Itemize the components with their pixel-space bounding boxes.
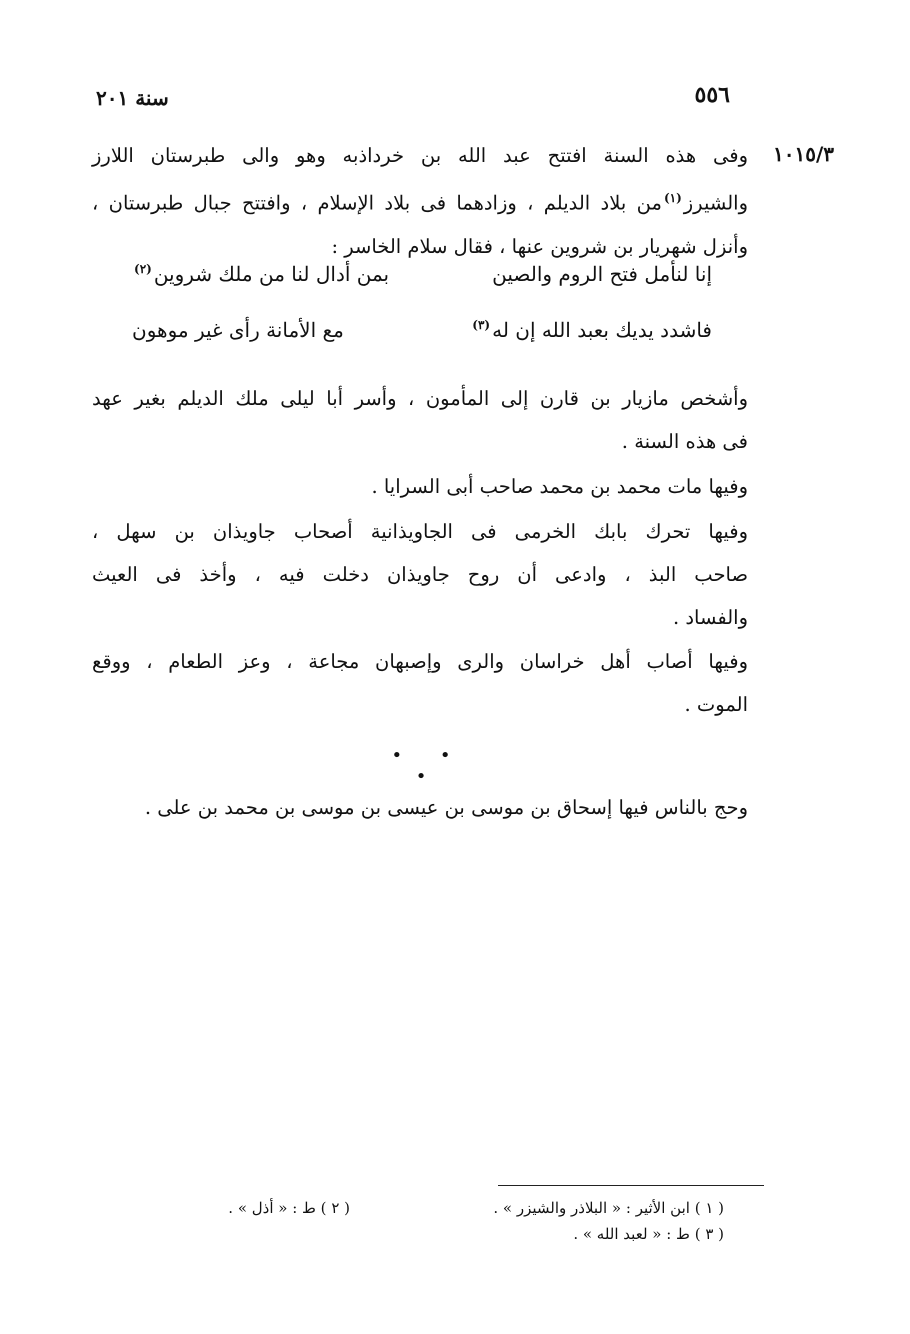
text-line: وحج بالناس فيها إسحاق بن موسى بن عيسى بن موسى بن محمد بن على . [144, 796, 748, 819]
footnote-1: ( ١ ) ابن الأثير : « البلاذر والشيزر » . [493, 1199, 724, 1217]
text-line: صاحب البذ ، وادعى أن روح جاويذان دخلت فيه ، وأخذ فى العيث [92, 563, 748, 586]
footnote-rule [498, 1185, 764, 1186]
text-line [92, 177, 748, 225]
verse-line [132, 318, 712, 358]
running-head: سنة ٢٠١ [96, 86, 169, 110]
text-fragment: فاشدد يديك بعبد الله إن له [492, 318, 712, 342]
text-line: وأشخص مازيار بن قارن إلى المأمون ، وأسر أبا ليلى ملك الديلم بغير عهد [92, 387, 748, 410]
paragraph-pilgrimage [92, 786, 748, 829]
paragraph-death [92, 465, 748, 508]
footnote-marker: (٣) [472, 318, 491, 333]
text-line: والفساد . [672, 606, 748, 629]
text-line: وفيها أصاب أهل خراسان والرى وإصبهان مجاعة ، وعز الطعام ، ووقع [92, 650, 748, 673]
footnote-2: ( ٢ ) ط : « أذل » . [228, 1199, 350, 1217]
section-separator: • • • [391, 745, 467, 787]
text-fragment: من بلاد الديلم ، وزادهما فى بلاد الإسلام ، وافتتح جبال طبرستان ، [92, 191, 662, 215]
footnote-3: ( ٣ ) ط : « لعبد الله » . [573, 1225, 724, 1243]
verse-hemistich-first [470, 318, 712, 342]
paragraph-conquest [92, 134, 748, 268]
text-fragment: بمن أدال لنا من ملك شروين [153, 262, 390, 286]
text-line: الموت . [684, 693, 748, 716]
verse-hemistich-second [132, 262, 389, 286]
text-line: فى هذه السنة . [621, 430, 748, 453]
page-number: ٥٥٦ [694, 82, 730, 108]
text-fragment: والشيرز [683, 191, 748, 215]
text-line: وفيها مات محمد بن محمد صاحب أبى السرايا . [371, 475, 748, 498]
text-line: وفى هذه السنة افتتح عبد الله بن خرداذبه وهو والى طبرستان اللارز [92, 144, 748, 167]
verse-line [132, 262, 712, 302]
verse-hemistich-first: إنا لنأمل فتح الروم والصين [492, 262, 712, 286]
paragraph-babak [92, 510, 748, 639]
reference-number: ١٠١٥/٣ [773, 142, 835, 166]
footnote-marker: (٢) [134, 262, 152, 277]
footnote-marker: (١) [663, 191, 682, 205]
text-line: وفيها تحرك بابك الخرمى فى الجاويذانية أصحاب جاويذان بن سهل ، [92, 520, 748, 543]
verse-hemistich-second: مع الأمانة رأى غير موهون [132, 318, 344, 342]
text-line: وأنزل شهريار بن شروين عنها ، فقال سلام الخاسر : [331, 234, 748, 258]
paragraph-maziyar [92, 377, 748, 463]
paragraph-famine [92, 640, 748, 726]
